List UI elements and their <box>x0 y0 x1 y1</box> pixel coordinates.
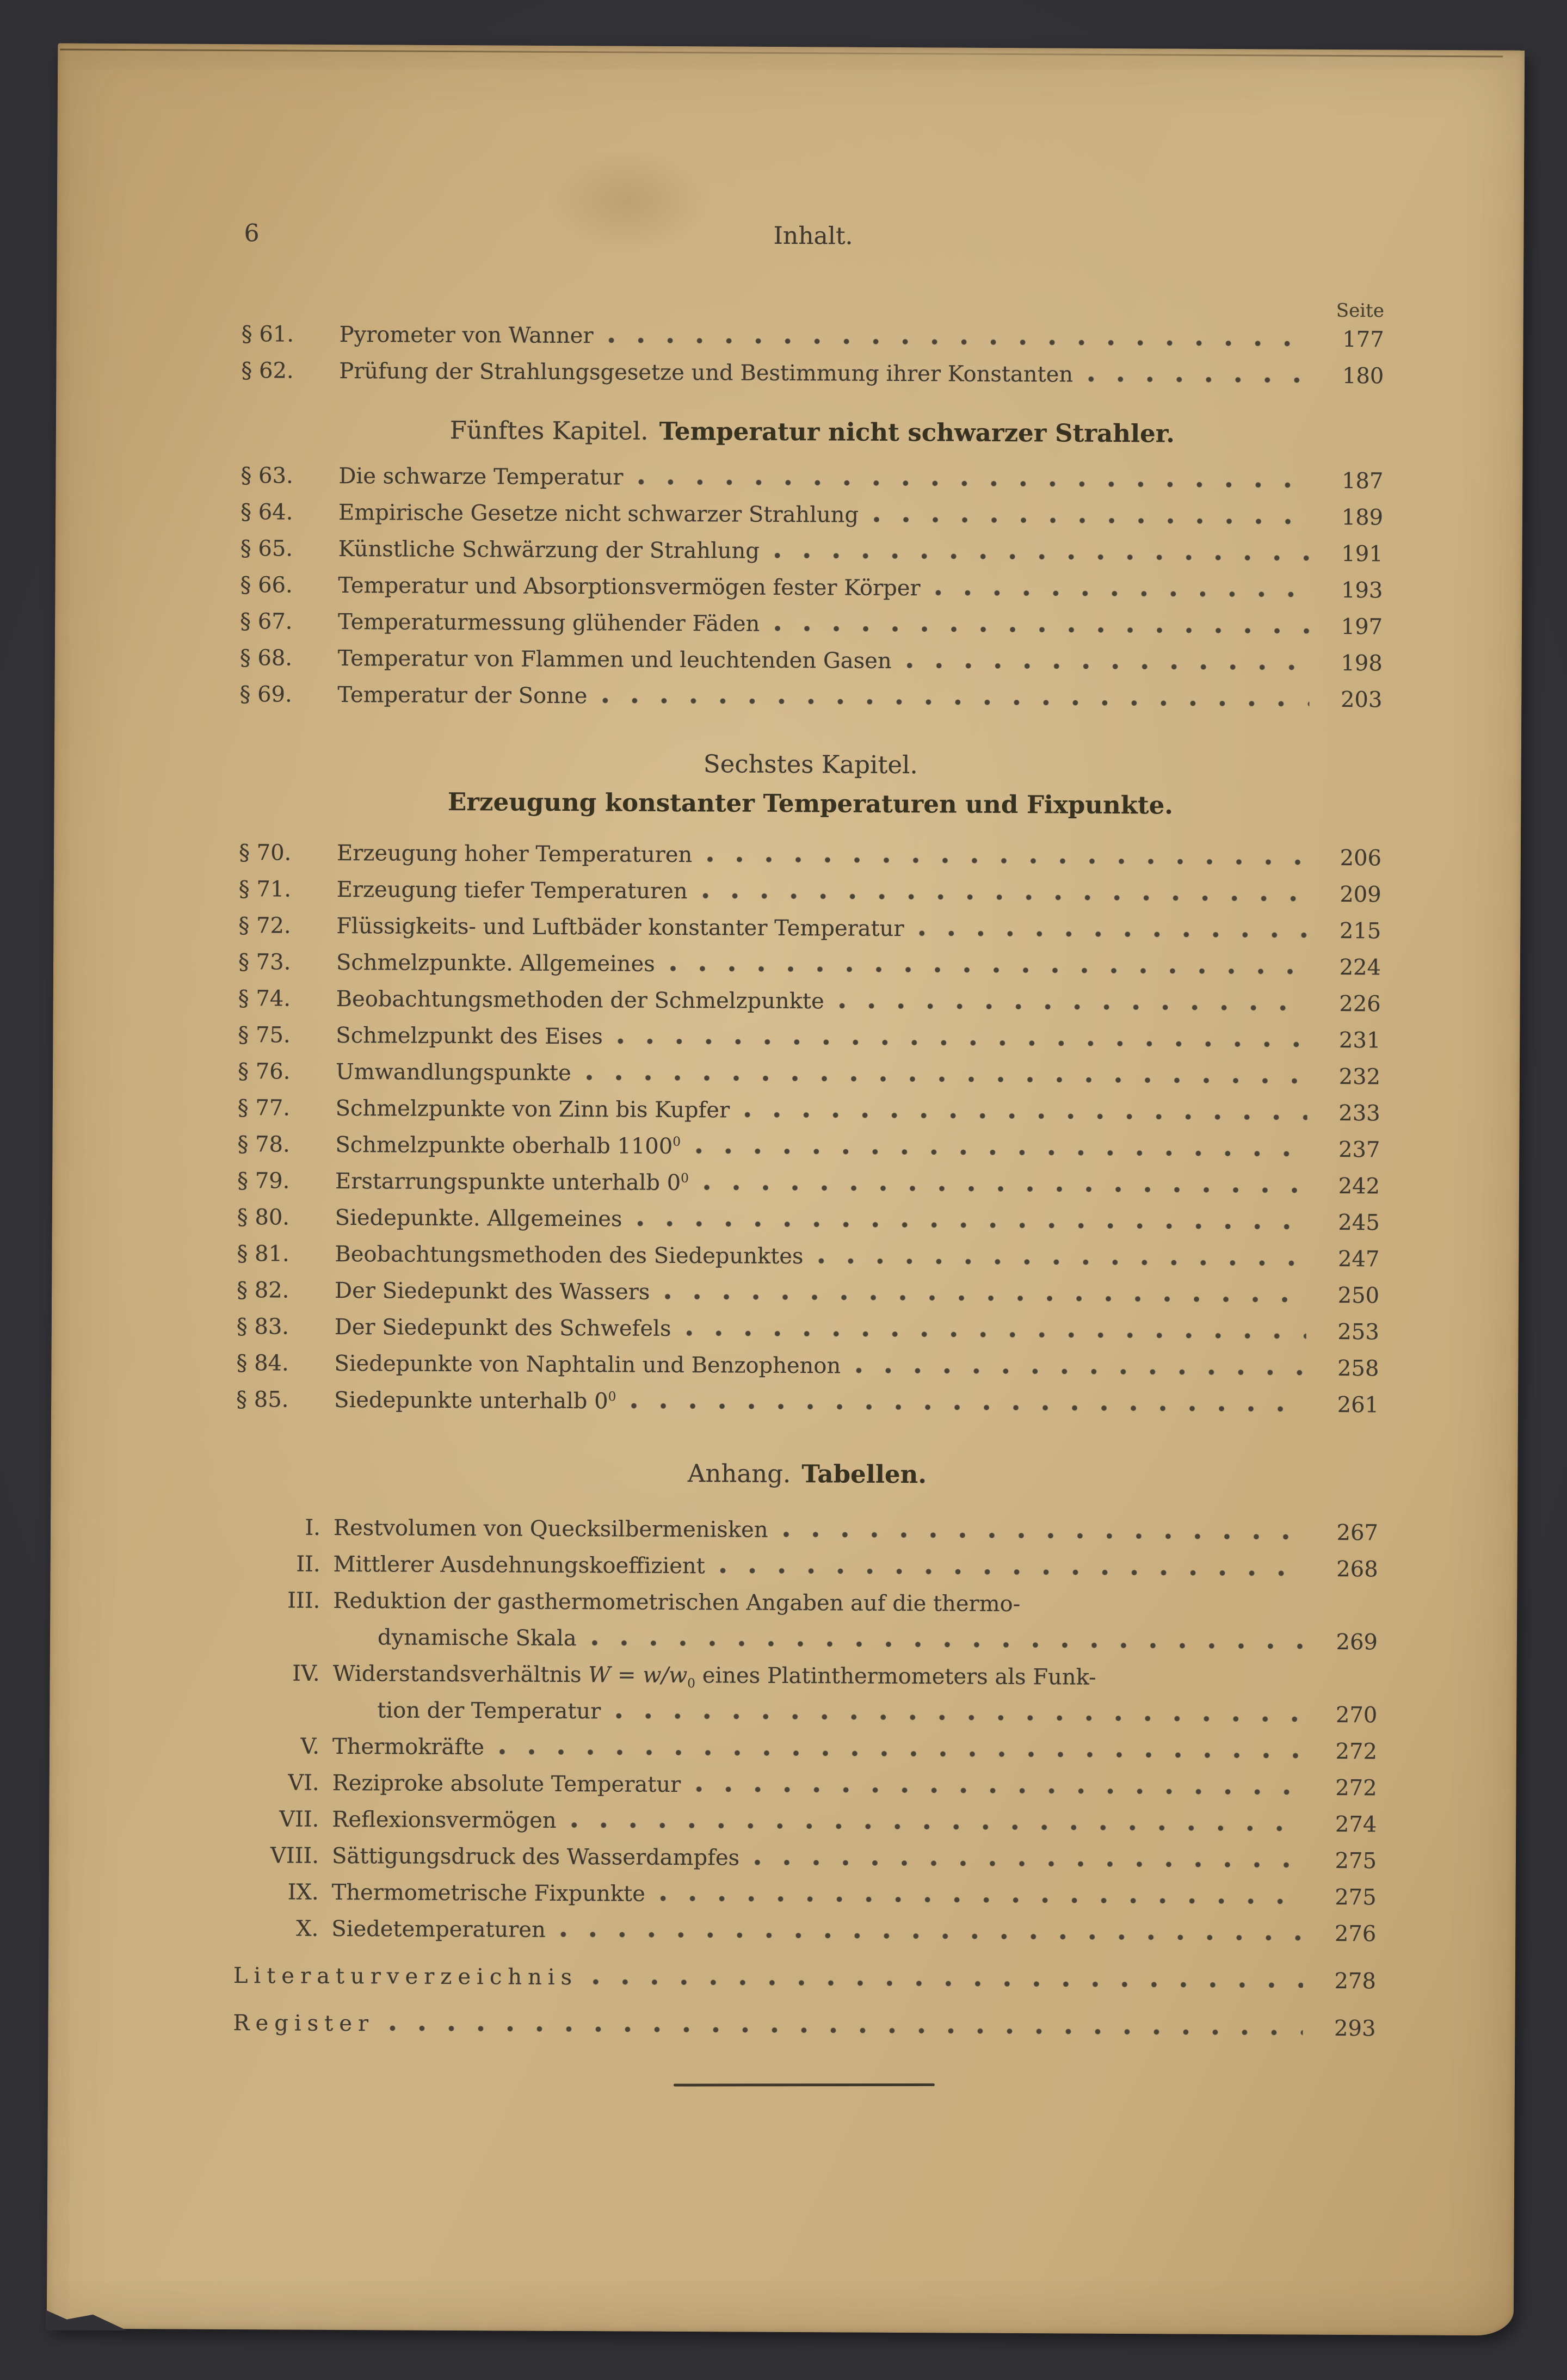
dot-leader <box>677 1311 1306 1351</box>
entry-number: VII. <box>279 1806 319 1832</box>
page-header <box>242 216 1384 256</box>
dot-leader <box>563 1803 1304 1843</box>
entry-page-number: 275 <box>1335 1848 1377 1874</box>
entry-page-number: 270 <box>1335 1702 1378 1728</box>
entry-label <box>332 1656 1096 1696</box>
entry-label: Schmelzpunkte. Allgemeines <box>336 949 655 977</box>
entry-label: Mittlerer Ausdehnungskoeffizient <box>333 1551 705 1579</box>
entry-page-number: 250 <box>1337 1283 1380 1309</box>
entry-number: § 83. <box>236 1314 289 1340</box>
dot-leader <box>910 911 1308 949</box>
entry-page-number: 247 <box>1337 1246 1380 1272</box>
entry-label: Siedetemperaturen <box>331 1916 546 1943</box>
book-page <box>47 43 1525 2335</box>
toc-entry <box>238 1090 1380 1132</box>
toc-entry <box>238 1017 1380 1059</box>
entry-page-number: 198 <box>1341 650 1383 676</box>
dot-leader <box>847 1348 1306 1387</box>
entry-number: IV. <box>292 1661 320 1686</box>
entry-label: Beobachtungsmethoden des Siedepunktes <box>335 1241 804 1269</box>
toc-entry <box>237 1163 1380 1205</box>
entry-label: Umwandlungspunkte <box>335 1059 571 1086</box>
text-segment: 0 <box>673 1134 681 1149</box>
entry-number: III. <box>287 1588 320 1613</box>
text-segment: Widerstandsverhältnis <box>332 1661 589 1688</box>
entry-number: § 75. <box>238 1022 291 1048</box>
entry-page-number: 272 <box>1335 1738 1378 1765</box>
entry-page-number: 197 <box>1341 614 1383 640</box>
entry-number: II. <box>296 1551 320 1577</box>
entry-page-number: 245 <box>1338 1210 1380 1236</box>
entry-page-number: 224 <box>1339 954 1381 981</box>
dot-leader <box>694 873 1308 913</box>
dot-leader <box>662 946 1309 986</box>
toc-entry <box>234 1838 1377 1879</box>
entry-number: § 80. <box>237 1205 290 1230</box>
dot-leader <box>584 1959 1303 1999</box>
toc-entry <box>234 1801 1377 1843</box>
toc-entry <box>237 1236 1379 1278</box>
page-content <box>47 43 1525 2335</box>
entry-label: Prüfung der Strahlungsgesetze und Bestimmung ihrer Konstanten <box>339 358 1074 387</box>
text-segment: Temperatur nicht schwarzer Strahler. <box>659 416 1175 448</box>
toc-entry <box>240 567 1383 609</box>
entry-number: § 77. <box>237 1095 291 1121</box>
entry-number: § 85. <box>236 1387 289 1413</box>
dot-leader <box>652 1876 1304 1916</box>
dot-leader <box>810 1238 1306 1277</box>
rule-line <box>674 2083 935 2087</box>
toc-entry <box>240 458 1383 500</box>
page-number: 6 <box>244 219 260 248</box>
entry-page-number: 276 <box>1334 1921 1377 1947</box>
toc-entry <box>235 1728 1377 1770</box>
toc-entry <box>236 1382 1379 1423</box>
toc-entry <box>240 603 1383 645</box>
entry-number: § 61. <box>241 322 294 347</box>
entry-number: § 79. <box>237 1168 290 1194</box>
dot-leader <box>865 497 1310 536</box>
dot-leader <box>583 1620 1305 1660</box>
closing-rule <box>674 2083 935 2087</box>
dot-leader <box>687 1767 1304 1806</box>
text-segment: W <box>588 1662 611 1688</box>
entry-label: Der Siedepunkt des Wassers <box>334 1278 650 1305</box>
entry-label: Sättigungsdruck des Wasserdampfes <box>331 1843 740 1871</box>
toc-entry <box>238 981 1381 1022</box>
entry-number: § 81. <box>237 1241 289 1267</box>
toc-entry <box>240 531 1383 572</box>
toc-entry <box>240 640 1383 682</box>
entry-number: § 67. <box>239 609 293 634</box>
entry-page-number: 189 <box>1341 504 1384 531</box>
toc-entry <box>242 316 1384 358</box>
dot-leader <box>1079 357 1311 394</box>
dot-leader <box>766 606 1310 645</box>
toc-entry <box>237 1272 1379 1314</box>
entry-number: V. <box>300 1734 320 1759</box>
dot-leader <box>736 1093 1307 1132</box>
toc-entry <box>239 871 1381 913</box>
entry-label: Temperatur von Flammen und leuchtenden Gasen <box>337 645 892 674</box>
entry-label: Der Siedepunkt des Schwefels <box>334 1314 671 1341</box>
dot-leader <box>774 1512 1305 1551</box>
toc-list <box>233 316 1384 2089</box>
toc-entry <box>235 1655 1377 1697</box>
toc-entry <box>235 1582 1378 1624</box>
text-segment: 0 <box>687 1676 696 1691</box>
dot-leader <box>695 1165 1307 1204</box>
seite-column-header: Seite <box>1336 299 1385 322</box>
dot-leader <box>594 678 1309 718</box>
toc-entry <box>237 1126 1380 1168</box>
text-segment: = <box>610 1662 643 1688</box>
text-segment: Erstarrungspunkte unterhalb 0 <box>335 1168 681 1196</box>
entry-label: Siedepunkte. Allgemeines <box>335 1205 622 1232</box>
entry-label <box>335 1127 681 1165</box>
chapter-number-line: Sechstes Kapitel. <box>703 749 918 780</box>
dot-leader <box>712 1548 1305 1587</box>
dot-leader <box>831 983 1308 1022</box>
chapter-heading <box>239 742 1382 826</box>
entry-label: Temperatur der Sonne <box>337 682 588 709</box>
entry-label: Schmelzpunkt des Eises <box>336 1022 603 1050</box>
dot-leader <box>381 2006 1303 2046</box>
chapter-title-line: Erzeugung konstanter Temperaturen und Fixpunkte. <box>447 787 1174 820</box>
entry-number: § 68. <box>239 645 293 671</box>
entry-number: IX. <box>287 1879 319 1905</box>
entry-label: Schmelzpunkte von Zinn bis Kupfer <box>335 1095 730 1123</box>
entry-number: § 70. <box>238 840 292 866</box>
entry-number: X. <box>296 1916 319 1941</box>
text-segment: 0 <box>608 1389 616 1404</box>
entry-page-number: 267 <box>1336 1520 1379 1546</box>
entry-page-number: 272 <box>1335 1775 1377 1801</box>
entry-label: Thermometrische Fixpunkte <box>331 1879 645 1907</box>
dot-leader <box>898 643 1310 682</box>
text-segment: Tabellen. <box>801 1459 927 1489</box>
toc-entry <box>235 1692 1377 1734</box>
entry-number: § 64. <box>240 500 293 525</box>
entry-label: Flüssigkeits- und Luftbäder konstanter Temperatur <box>336 913 904 942</box>
dot-leader <box>766 533 1310 572</box>
toc-entry <box>235 1546 1378 1588</box>
entry-number: § 65. <box>240 536 293 562</box>
entry-page-number: 233 <box>1338 1100 1380 1126</box>
entry-label: Restvolumen von Quecksilbermenisken <box>333 1515 768 1543</box>
entry-page-number: 278 <box>1334 1968 1377 1994</box>
dot-leader <box>656 1274 1306 1314</box>
entry-page-number: 237 <box>1338 1137 1380 1163</box>
entry-number: § 82. <box>236 1278 289 1303</box>
entry-page-number: 187 <box>1341 468 1384 494</box>
entry-page-number: 177 <box>1342 326 1384 353</box>
entry-label: Register <box>233 2011 375 2037</box>
dot-leader <box>699 837 1309 876</box>
entry-page-number: 268 <box>1336 1556 1378 1582</box>
entry-number: VI. <box>288 1770 319 1796</box>
dot-leader <box>687 1129 1307 1168</box>
entry-number: § 71. <box>238 877 292 902</box>
text-segment: Anhang. <box>687 1459 791 1489</box>
toc-entry <box>233 1910 1376 1952</box>
entry-number: § 78. <box>237 1132 290 1157</box>
entry-label <box>335 1163 689 1201</box>
entry-page-number: 293 <box>1334 2015 1376 2042</box>
entry-number: § 76. <box>237 1059 291 1084</box>
entry-page-number: 209 <box>1340 881 1381 908</box>
toc-entry <box>236 1509 1378 1551</box>
text-segment: Schmelzpunkte oberhalb 1100 <box>335 1132 673 1159</box>
entry-page-number: 191 <box>1341 541 1383 567</box>
dot-leader <box>927 570 1310 608</box>
toc-entry <box>239 835 1381 877</box>
entry-label: Literaturverzeichnis <box>233 1963 578 1990</box>
entry-page-number: 203 <box>1340 687 1383 713</box>
text-segment: eines Platinthermometers als Funk- <box>695 1663 1096 1690</box>
dot-leader <box>552 1912 1304 1952</box>
entry-number: § 63. <box>240 463 293 489</box>
entry-page-number: 274 <box>1335 1811 1377 1838</box>
entry-page-number: 232 <box>1338 1064 1381 1090</box>
dot-leader <box>622 1384 1306 1423</box>
entry-label: Erzeugung hoher Temperaturen <box>336 840 693 868</box>
toc-entry <box>237 1199 1380 1241</box>
chapter-heading <box>236 1456 1378 1492</box>
entry-number: § 84. <box>236 1351 289 1376</box>
entry-label: Erzeugung tiefer Temperaturen <box>336 877 688 904</box>
entry-page-number: 258 <box>1337 1355 1379 1382</box>
entry-number: VIII. <box>270 1843 319 1869</box>
entry-page-number: 231 <box>1338 1027 1381 1053</box>
entry-label: Reduktion der gasthermometrischen Angaben auf die thermo- <box>333 1588 1021 1617</box>
text-segment: Fünftes Kapitel. <box>449 415 649 446</box>
entry-page-number: 275 <box>1335 1884 1377 1910</box>
entry-page-number: 269 <box>1336 1629 1378 1655</box>
entry-label: tion der Temperatur <box>377 1698 601 1724</box>
toc-entry <box>239 676 1382 718</box>
entry-label: Siedepunkte von Naphtalin und Benzophenon <box>334 1351 841 1379</box>
toc-entry <box>236 1345 1379 1387</box>
entry-page-number: 261 <box>1337 1392 1379 1418</box>
entry-label: dynamische Skala <box>377 1625 577 1651</box>
chapter-heading <box>241 414 1384 450</box>
dot-leader <box>630 460 1310 500</box>
entry-page-number: 253 <box>1337 1319 1379 1345</box>
entry-label: Temperatur und Absorptionsvermögen fester Körper <box>338 572 921 601</box>
entry-label: Pyrometer von Wanner <box>339 322 594 349</box>
dot-leader <box>607 1693 1304 1733</box>
page-title: Inhalt. <box>773 221 853 250</box>
dot-leader <box>628 1201 1307 1241</box>
toc-entry <box>240 494 1383 536</box>
entry-label: Temperaturmessung glühender Fäden <box>337 609 760 637</box>
entry-number: I. <box>305 1515 321 1540</box>
entry-label: Thermokräfte <box>332 1734 485 1760</box>
text-segment: Siedepunkte unterhalb 0 <box>334 1387 608 1414</box>
entry-label: Die schwarze Temperatur <box>338 463 624 490</box>
text-segment: 0 <box>681 1170 689 1186</box>
dot-leader <box>578 1055 1308 1095</box>
toc-entry <box>233 2005 1375 2047</box>
entry-label: Beobachtungsmethoden der Schmelzpunkte <box>336 986 824 1014</box>
entry-number: § 72. <box>238 913 291 939</box>
entry-page-number: 193 <box>1341 577 1383 603</box>
entry-number: § 74. <box>238 986 291 1012</box>
entry-label: Künstliche Schwärzung der Strahlung <box>338 536 760 564</box>
toc-entry <box>238 944 1381 986</box>
dot-leader <box>746 1840 1304 1879</box>
dot-leader <box>600 318 1311 357</box>
toc-entry <box>234 1765 1377 1806</box>
entry-page-number: 215 <box>1339 918 1381 944</box>
dot-leader <box>609 1019 1308 1058</box>
entry-page-number: 242 <box>1338 1173 1380 1199</box>
entry-label: Reflexionsvermögen <box>332 1806 557 1833</box>
entry-label: Empirische Gesetze nicht schwarzer Strahlung <box>338 500 859 528</box>
dot-leader <box>491 1729 1304 1769</box>
toc-entry <box>235 1619 1378 1661</box>
toc-entry <box>238 908 1381 949</box>
toc-entry <box>238 1053 1380 1095</box>
toc-entry <box>234 1874 1377 1916</box>
text-segment: w/w <box>643 1662 688 1688</box>
entry-label <box>334 1382 616 1420</box>
entry-number: § 73. <box>238 949 291 975</box>
entry-page-number: 226 <box>1339 991 1381 1017</box>
entry-number: § 62. <box>241 358 294 384</box>
toc-entry <box>241 353 1384 394</box>
entry-number: § 69. <box>239 682 292 707</box>
entry-page-number: 206 <box>1340 845 1382 871</box>
entry-label: Reziproke absolute Temperatur <box>332 1770 681 1798</box>
entry-page-number: 180 <box>1342 363 1384 389</box>
toc-entry <box>237 1309 1379 1351</box>
toc-entry <box>233 1958 1376 2000</box>
entry-number: § 66. <box>240 572 293 598</box>
